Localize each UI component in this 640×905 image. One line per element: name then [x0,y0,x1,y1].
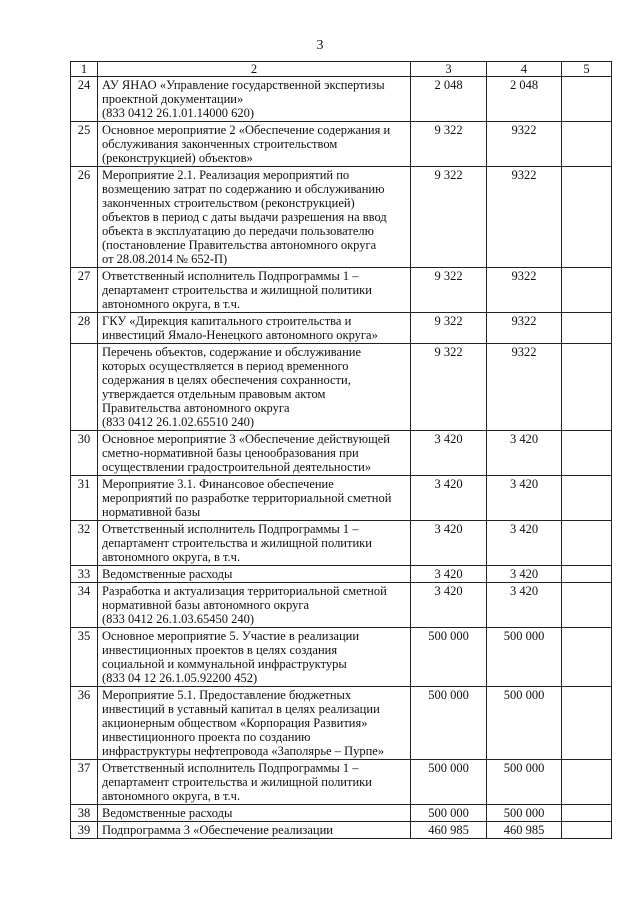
table-row [71,313,612,344]
row-description-cell: Ведомственные расходы [98,805,411,822]
column-4-value-cell: 3 420 [487,431,562,476]
row-description-cell: Мероприятие 2.1. Реализация мероприятий по возмещению затрат по содержанию и обслуживанию законченных строительством (реконструкцией) объектов в период с даты выдачи разрешения на ввод объекта в эксплуатацию до передачи пользователю (постановление Правительства автономного округа от 28.08.2014 № 652-П) [98,167,411,268]
column-5-value-cell [562,566,612,583]
row-number-cell: 28 [71,313,98,344]
row-number-cell: 31 [71,476,98,521]
column-5-value-cell [562,583,612,628]
header-cell: 2 [98,62,411,77]
column-3-value-cell: 9 322 [411,313,487,344]
row-number-cell: 30 [71,431,98,476]
column-4-value-cell: 9322 [487,268,562,313]
column-4-value-cell: 500 000 [487,687,562,760]
row-description-cell: Подпрограмма 3 «Обеспечение реализации [98,822,411,839]
row-description-cell: Ответственный исполнитель Подпрограммы 1 – департамент строительства и жилищной политики автономного округа, в т.ч. [98,760,411,805]
row-description-cell: Основное мероприятие 5. Участие в реализации инвестиционных проектов в целях создания социальной и коммунальной инфраструктуры (833 04 12 26.1.05.92200 452) [98,628,411,687]
table-row [71,760,612,805]
column-4-value-cell: 9322 [487,122,562,167]
column-5-value-cell [562,77,612,122]
page-number: 3 [316,38,324,53]
column-3-value-cell: 500 000 [411,628,487,687]
row-description-cell: Основное мероприятие 2 «Обеспечение содержания и обслуживания законченных строительством (реконструкцией) объектов» [98,122,411,167]
column-4-value-cell: 3 420 [487,476,562,521]
header-cell: 3 [411,62,487,77]
column-3-value-cell: 2 048 [411,77,487,122]
column-3-value-cell: 500 000 [411,687,487,760]
column-4-value-cell: 3 420 [487,566,562,583]
column-5-value-cell [562,628,612,687]
column-3-value-cell: 9 322 [411,344,487,431]
column-5-value-cell [562,431,612,476]
row-number-cell: 38 [71,805,98,822]
column-4-value-cell: 9322 [487,167,562,268]
row-description-cell: Основное мероприятие 3 «Обеспечение действующей сметно-нормативной базы ценообразования при осуществлении градостроительной деятельности» [98,431,411,476]
row-description-cell: Ведомственные расходы [98,566,411,583]
row-number-cell: 25 [71,122,98,167]
table-header-row [71,62,612,77]
table-row [71,805,612,822]
table-row [71,521,612,566]
column-3-value-cell: 3 420 [411,521,487,566]
row-description-cell: АУ ЯНАО «Управление государственной экспертизы проектной документации» (833 0412 26.1.01.14000 620) [98,77,411,122]
table-row [71,344,612,431]
row-description-cell: Ответственный исполнитель Подпрограммы 1 – департамент строительства и жилищной политики автономного округа, в т.ч. [98,268,411,313]
row-number-cell: 33 [71,566,98,583]
row-description-cell: Ответственный исполнитель Подпрограммы 1 – департамент строительства и жилищной политики автономного округа, в т.ч. [98,521,411,566]
table-row [71,628,612,687]
column-5-value-cell [562,822,612,839]
column-3-value-cell: 500 000 [411,760,487,805]
table-row [71,566,612,583]
column-5-value-cell [562,344,612,431]
column-4-value-cell: 460 985 [487,822,562,839]
header-cell: 1 [71,62,98,77]
row-number-cell: 32 [71,521,98,566]
column-3-value-cell: 9 322 [411,268,487,313]
column-4-value-cell: 9322 [487,344,562,431]
column-3-value-cell: 3 420 [411,431,487,476]
budget-table [70,61,612,839]
row-number-cell: 34 [71,583,98,628]
row-number-cell: 35 [71,628,98,687]
column-5-value-cell [562,476,612,521]
row-description-cell: Разработка и актуализация территориальной сметной нормативной базы автономного округа (833 0412 26.1.03.65450 240) [98,583,411,628]
column-4-value-cell: 500 000 [487,805,562,822]
table-row [71,268,612,313]
column-5-value-cell [562,760,612,805]
header-cell: 5 [562,62,612,77]
table-row [71,431,612,476]
table-row [71,822,612,839]
table-row [71,687,612,760]
column-4-value-cell: 500 000 [487,760,562,805]
column-3-value-cell: 3 420 [411,476,487,521]
column-3-value-cell: 500 000 [411,805,487,822]
table-row [71,583,612,628]
column-4-value-cell: 3 420 [487,521,562,566]
row-number-cell [71,344,98,431]
column-3-value-cell: 460 985 [411,822,487,839]
column-3-value-cell: 3 420 [411,566,487,583]
row-description-cell: Мероприятие 3.1. Финансовое обеспечение мероприятий по разработке территориальной сметной нормативной базы [98,476,411,521]
column-4-value-cell: 500 000 [487,628,562,687]
table-row [71,167,612,268]
column-3-value-cell: 3 420 [411,583,487,628]
row-number-cell: 24 [71,77,98,122]
row-description-cell: ГКУ «Дирекция капитального строительства и инвестиций Ямало-Ненецкого автономного округа» [98,313,411,344]
row-description-cell: Мероприятие 5.1. Предоставление бюджетных инвестиций в уставный капитал в целях реализации акционерным обществом «Корпорация Развития» инвестиционного проекта по созданию инфраструктуры нефтепровода «Заполярье – Пурпе» [98,687,411,760]
column-4-value-cell: 3 420 [487,583,562,628]
column-3-value-cell: 9 322 [411,122,487,167]
row-number-cell: 39 [71,822,98,839]
header-cell: 4 [487,62,562,77]
row-description-cell: Перечень объектов, содержание и обслуживание которых осуществляется в период временного содержания в целях обеспечения сохранности, утверждается отдельным правовым актом Правительства автономного округа (833 0412 26.1.02.65510 240) [98,344,411,431]
row-number-cell: 26 [71,167,98,268]
column-5-value-cell [562,687,612,760]
column-5-value-cell [562,313,612,344]
row-number-cell: 37 [71,760,98,805]
table-row [71,476,612,521]
column-4-value-cell: 2 048 [487,77,562,122]
column-5-value-cell [562,805,612,822]
table-row [71,77,612,122]
row-number-cell: 36 [71,687,98,760]
column-5-value-cell [562,268,612,313]
row-number-cell: 27 [71,268,98,313]
column-5-value-cell [562,122,612,167]
column-5-value-cell [562,167,612,268]
column-3-value-cell: 9 322 [411,167,487,268]
table-row [71,122,612,167]
column-4-value-cell: 9322 [487,313,562,344]
column-5-value-cell [562,521,612,566]
